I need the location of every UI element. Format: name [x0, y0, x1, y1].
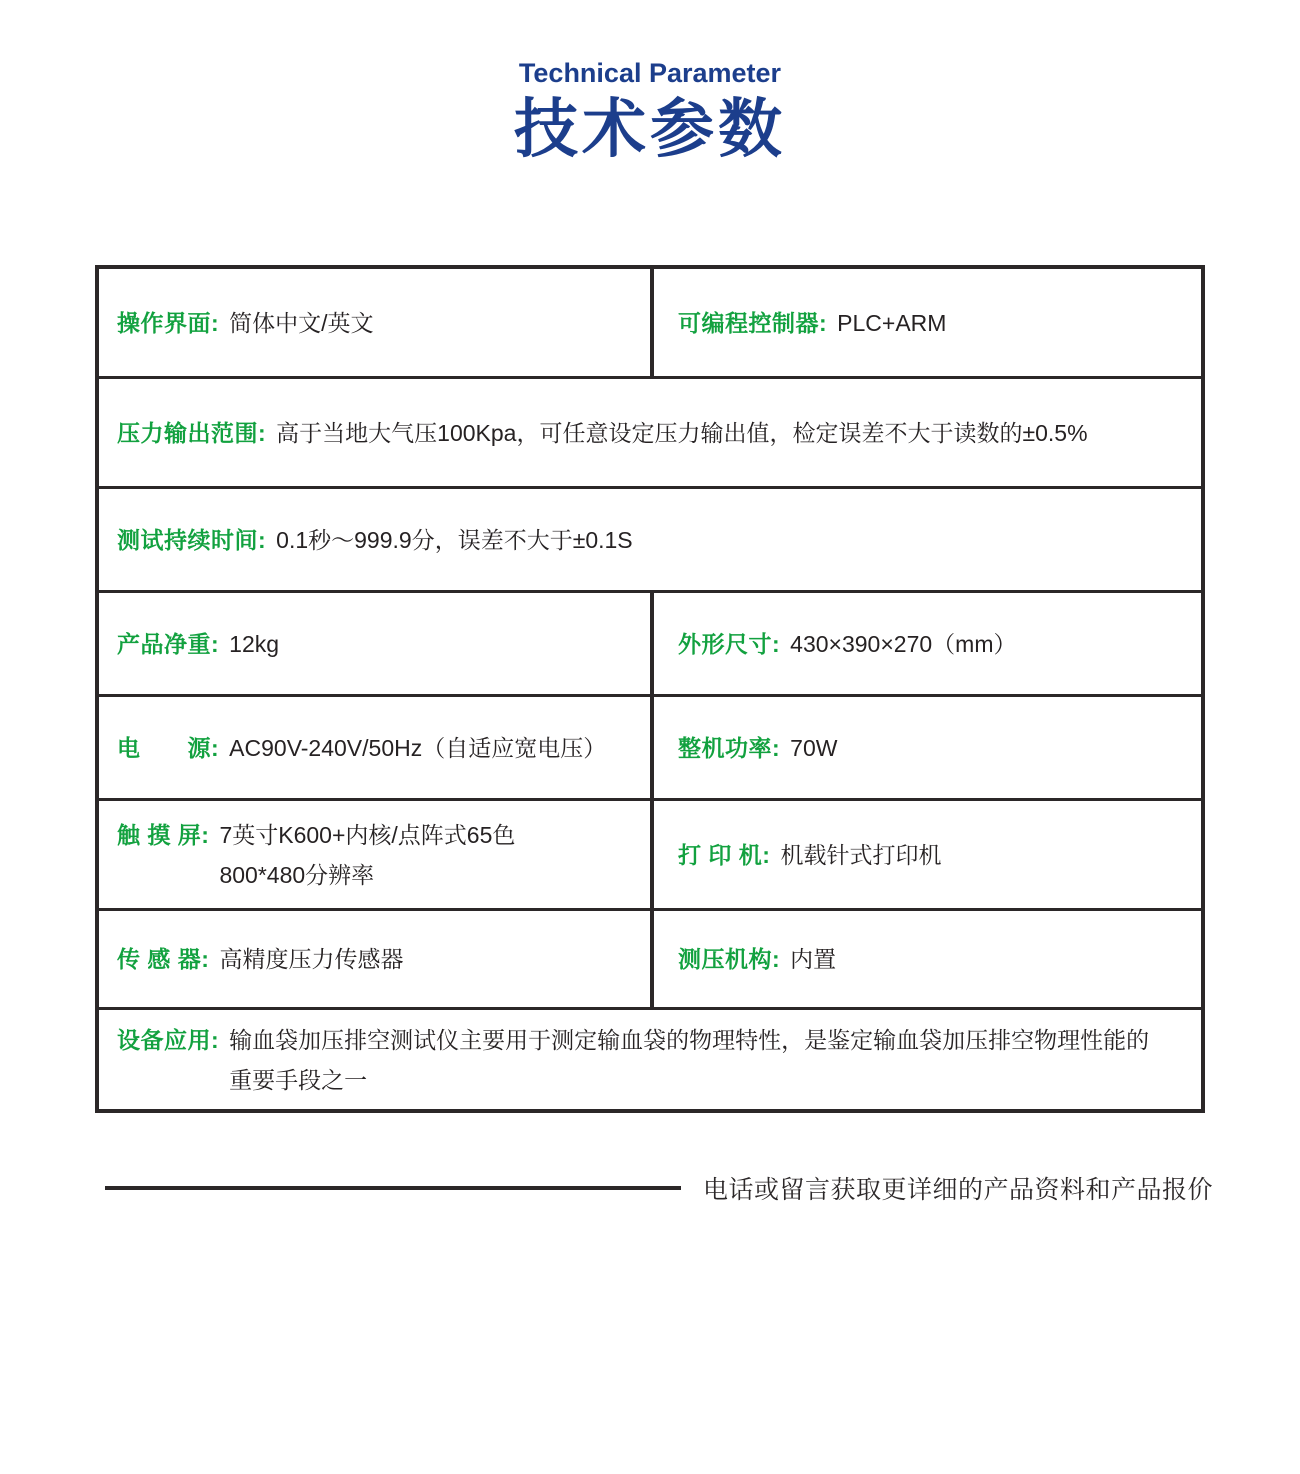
cell-value: AC90V-240V/50Hz（自适应宽电压） [229, 734, 607, 761]
cell-value-group [229, 1020, 1149, 1100]
cell-content [678, 303, 946, 343]
table-row-sensor-mechanism [99, 908, 1201, 1007]
cell-value-group [229, 303, 373, 343]
cell-content [117, 303, 374, 343]
cell-content [117, 520, 633, 560]
cell-value: 0.1秒～999.9分，误差不大于±0.1S [276, 526, 633, 553]
cell-value-group [837, 303, 946, 343]
cell-label: 操作界面: [117, 309, 220, 336]
cell-value: 内置 [790, 946, 837, 972]
cell-value-line2: 重要手段之一 [229, 1066, 368, 1093]
cell-programmable-controller [650, 269, 1201, 376]
cell-value: 机载针式打印机 [780, 841, 942, 868]
header [0, 58, 1300, 167]
cell-label: 可编程控制器: [678, 309, 828, 336]
cell-test-duration [99, 489, 1201, 590]
cell-sensor [99, 911, 650, 1007]
cell-pressure-mechanism [650, 911, 1201, 1007]
cell-value-group [219, 815, 515, 895]
cell-value-group [790, 624, 1016, 664]
cell-value: 12kg [229, 630, 280, 657]
cell-touch-screen [99, 801, 650, 908]
cell-value-group [790, 728, 837, 768]
cell-printer [650, 801, 1201, 908]
cell-value-group [229, 728, 606, 768]
cell-value-line2: 800*480分辨率 [219, 861, 375, 888]
divider-line [105, 1186, 681, 1190]
cell-value-group [276, 520, 632, 560]
parameter-table [95, 265, 1205, 1113]
table-row-pressure-output [99, 376, 1201, 486]
cell-label: 传 感 器: [117, 946, 210, 972]
cell-label: 外形尺寸: [678, 630, 781, 657]
cell-content [117, 728, 606, 768]
cell-dimensions [650, 593, 1201, 694]
cell-value-group [790, 939, 836, 979]
table-row-screen-printer [99, 798, 1201, 908]
cell-label: 压力输出范围: [117, 419, 267, 446]
cell-value-group [780, 835, 941, 875]
page-title: 技术参数 [514, 93, 786, 165]
table-row-power [99, 694, 1201, 798]
table-row-application [99, 1007, 1201, 1109]
cell-value-group [229, 624, 279, 664]
cell-value: 70W [790, 734, 838, 761]
cell-pressure-output-range [99, 379, 1201, 486]
cell-label: 设备应用: [117, 1026, 220, 1053]
cell-label: 电 源: [117, 734, 220, 761]
cell-content [117, 413, 1088, 453]
cell-value: 高于当地大气压100Kpa，可任意设定压力输出值，检定误差不大于读数的±0.5% [276, 419, 1088, 446]
cell-label: 整机功率: [678, 734, 781, 761]
cell-total-power [650, 697, 1201, 798]
cell-label: 产品净重: [117, 630, 220, 657]
subtitle-en: Technical Parameter [518, 58, 782, 88]
cell-value: 简体中文/英文 [229, 309, 374, 336]
table-row-test-duration [99, 486, 1201, 590]
cell-value: 430×390×270（mm） [790, 630, 1017, 657]
cell-value-group [219, 939, 403, 979]
footer [105, 1164, 1213, 1212]
footer-note: 电话或留言获取更详细的产品资料和产品报价 [702, 1176, 1213, 1204]
cell-content [678, 835, 941, 875]
cell-label: 测试持续时间: [117, 526, 267, 553]
cell-content [678, 624, 1016, 664]
cell-equipment-application [99, 1010, 1201, 1109]
cell-value: PLC+ARM [837, 309, 947, 336]
table-row-interface [99, 269, 1201, 376]
cell-operation-interface [99, 269, 650, 376]
cell-content [117, 815, 515, 895]
cell-value-group [276, 413, 1087, 453]
cell-content [678, 939, 836, 979]
cell-content [117, 1020, 1149, 1100]
cell-net-weight [99, 593, 650, 694]
cell-power-supply [99, 697, 650, 798]
cell-label: 测压机构: [678, 946, 781, 972]
table-row-weight-size [99, 590, 1201, 694]
cell-content [678, 728, 837, 768]
cell-label: 触 摸 屏: [117, 821, 210, 848]
cell-value: 输血袋加压排空测试仪主要用于测定输血袋的物理特性，是鉴定输血袋加压排空物理性能的 [229, 1026, 1150, 1053]
cell-value: 7英寸K600+内核/点阵式65色 [219, 821, 516, 848]
cell-content [117, 624, 279, 664]
cell-label: 打 印 机: [678, 841, 771, 868]
cell-content [117, 939, 403, 979]
cell-value: 高精度压力传感器 [219, 946, 404, 972]
